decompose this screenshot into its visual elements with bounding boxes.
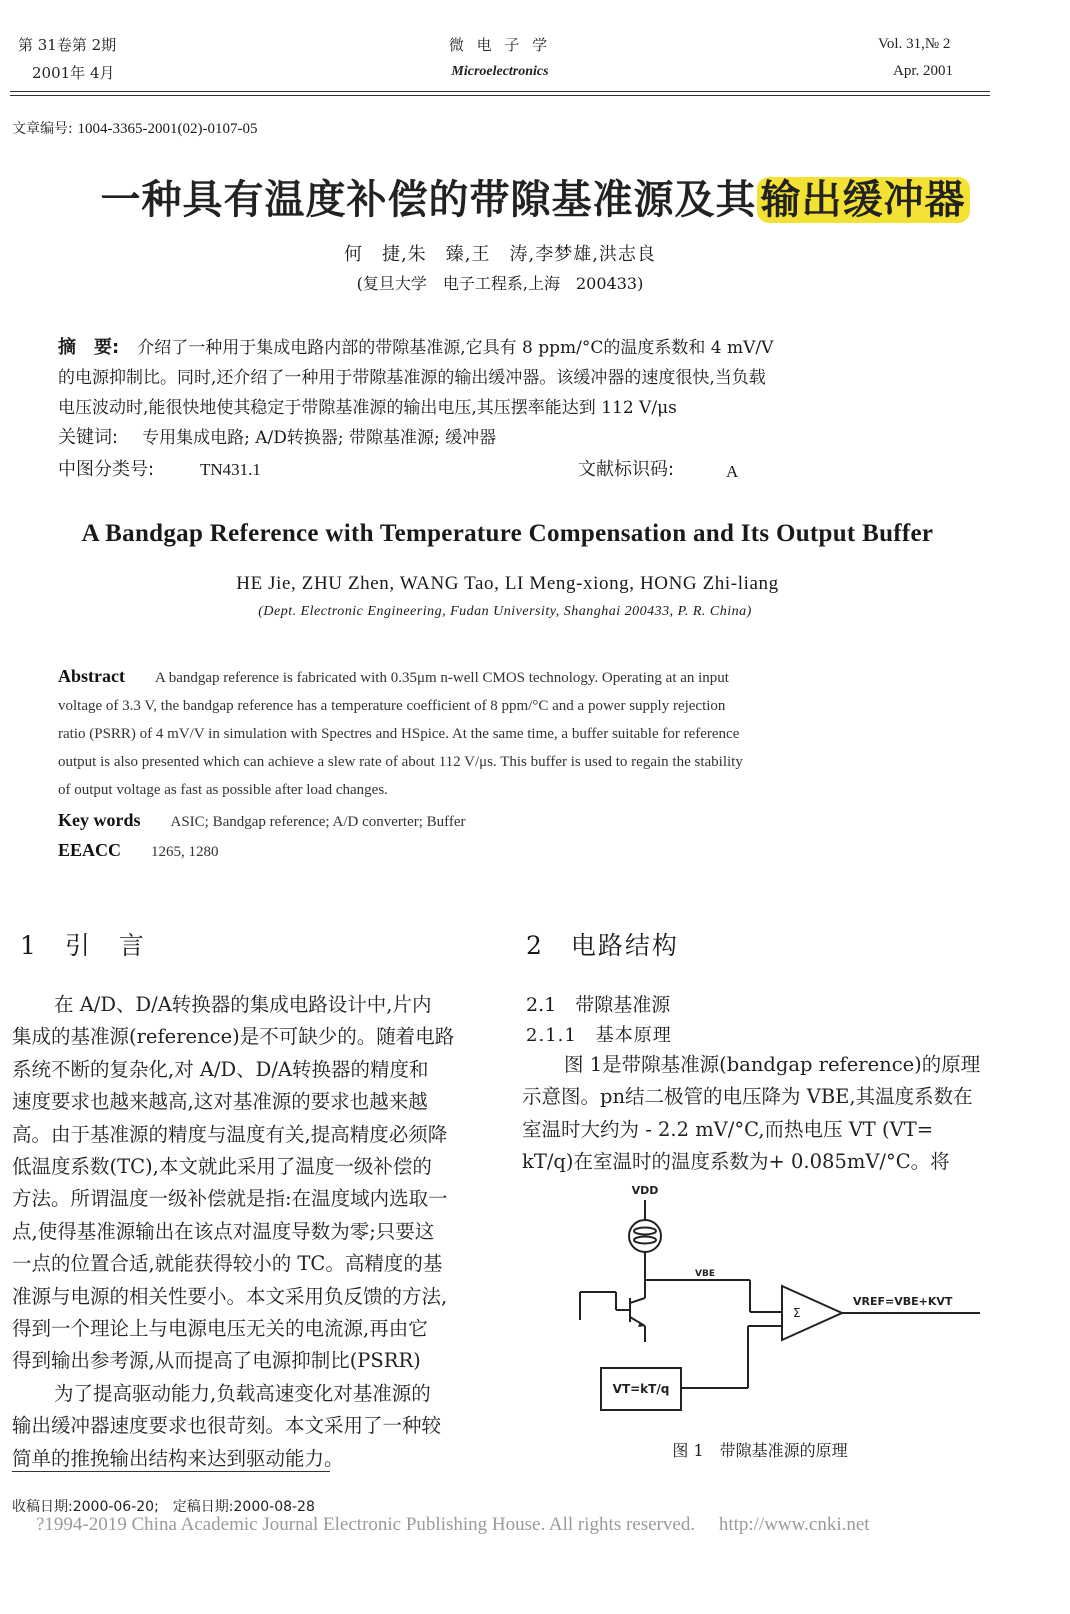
volume-zh: 第 31卷第 2期	[18, 36, 117, 54]
journal-name-en: Microelectronics	[451, 64, 549, 79]
para-line: 得到一个理论上与电源电压无关的电流源,再由它	[12, 1317, 428, 1341]
article-number: 文章编号: 1004-3365-2001(02)-0107-05	[12, 121, 258, 137]
abstract-en-line-1: Abstract A bandgap reference is fabricated with 0.35μm n-well CMOS technology. Operating at an input	[58, 666, 729, 686]
para-line: 准源与电源的相关性要小。本文采用负反馈的方法,	[12, 1284, 448, 1308]
para-line: 输出缓冲器速度要求也很苛刻。本文采用了一种较	[12, 1414, 442, 1438]
para-line: 得到输出参考源,从而提高了电源抑制比(PSRR)	[12, 1349, 421, 1373]
para-line: 高。由于基准源的精度与温度有关,提高精度必须降	[12, 1122, 448, 1146]
para-line: 系统不断的复杂化,对 A/D、D/A转换器的精度和	[12, 1057, 429, 1081]
title-en: A Bandgap Reference with Temperature Compensation and Its Output Buffer	[81, 520, 934, 547]
section-1-heading: 1 引 言	[20, 931, 146, 960]
received-dates: 收稿日期:2000-06-20; 定稿日期:2000-08-28	[12, 1499, 315, 1515]
current-source-coil-top	[634, 1228, 656, 1235]
section-2-heading: 2 电路结构	[526, 931, 679, 960]
para-line: 室温时大约为 - 2.2 mV/°C,而热电压 VT (VT=	[522, 1117, 934, 1141]
para-line: 速度要求也越来越高,这对基准源的要求也越来越	[12, 1090, 428, 1114]
classification-row	[58, 453, 953, 487]
para-line: kT/q)在室温时的温度系数为+ 0.085mV/°C。将	[522, 1150, 950, 1174]
para-line: 简单的推挽输出结构来达到驱动能力。	[12, 1446, 344, 1470]
abstract-zh-line-2: 的电源抑制比。同时,还介绍了一种用于带隙基准源的输出缓冲器。该缓冲器的速度很快,当负载	[58, 368, 766, 388]
abstract-en-line-3: ratio (PSRR) of 4 mV/V in simulation with Spectres and HSpice. At the same time, a buffer suitable for reference	[58, 726, 740, 742]
abstract-en-line-4: output is also presented which can achieve a slew rate of about 112 V/μs. This buffer is used to regain the stability	[58, 754, 743, 770]
header-rule-bottom	[10, 95, 990, 96]
doc-code-label: 文献标识码:	[578, 459, 675, 480]
footnote-rule	[12, 1471, 330, 1472]
copyright-watermark: ?1994-2019 China Academic Journal Electronic Publishing House. All rights reserved. http://www.cnki.net	[36, 1514, 870, 1535]
abstract-en-line-5: of output voltage as fast as possible after load changes.	[58, 782, 388, 798]
date-en: Apr. 2001	[893, 63, 953, 79]
clc-label: 中图分类号:	[58, 459, 155, 480]
current-source-coil-bottom	[634, 1237, 656, 1244]
abstract-en	[58, 662, 953, 866]
abstract-zh-label: 摘 要:	[58, 337, 120, 358]
para-line: 集成的基准源(reference)是不可缺少的。随着电路	[12, 1025, 455, 1049]
subsection-2-1-1: 2.1.1 基本原理	[526, 1025, 672, 1046]
clc-value: TN431.1	[200, 460, 261, 479]
label-vt-box: VT=kT/q	[612, 1382, 670, 1396]
keywords-zh-label: 关键词:	[58, 427, 119, 448]
section-1-body	[12, 989, 480, 1475]
abstract-zh-line-1: 摘 要: 介绍了一种用于集成电路内部的带隙基准源,它具有 8 ppm/°C的温度系数和 4 mV/V	[58, 337, 774, 358]
abstract-zh-line-3: 电压波动时,能很快地使其稳定于带隙基准源的输出电压,其压摆率能达到 112 V/μs	[58, 398, 677, 418]
keywords-zh: 关键词: 专用集成电路; A/D转换器; 带隙基准源; 缓冲器	[58, 427, 497, 448]
abstract-zh	[58, 333, 953, 487]
label-vdd: VDD	[631, 1184, 659, 1197]
para-line: 在 A/D、D/A转换器的集成电路设计中,片内	[54, 993, 432, 1016]
subsection-2-1: 2.1 带隙基准源	[526, 994, 671, 1016]
volume-en: Vol. 31,№ 2	[878, 36, 951, 52]
para-line: 为了提高驱动能力,负载高速变化对基准源的	[54, 1381, 431, 1405]
transistor-collector	[630, 1298, 645, 1303]
journal-name-zh: 微 电 子 学	[448, 36, 552, 54]
label-sigma: Σ	[793, 1306, 801, 1320]
eeacc-label: EEACC	[58, 840, 122, 860]
summer-amplifier-icon	[782, 1286, 842, 1340]
title-zh-main: 一种具有温度补偿的带隙基准源及其	[100, 177, 757, 223]
affiliation-en: (Dept. Electronic Engineering, Fudan University, Shanghai 200433, P. R. China)	[258, 604, 752, 619]
date-zh: 2001年 4月	[32, 64, 115, 82]
affiliation-zh: (复旦大学 电子工程系,上海 200433)	[356, 274, 644, 293]
title-zh	[0, 168, 1070, 225]
title-zh-highlight: 输出缓冲器	[757, 177, 970, 223]
authors-en: HE Jie, ZHU Zhen, WANG Tao, LI Meng-xiong, HONG Zhi-liang	[236, 573, 779, 594]
para-line: 方法。所谓温度一级补偿就是指:在温度域内选取一	[12, 1187, 448, 1211]
doc-code-value: A	[726, 462, 739, 481]
para-line: 示意图。pn结二极管的电压降为 VBE,其温度系数在	[522, 1085, 973, 1109]
keywords-en-label: Key words	[58, 810, 141, 830]
para-line: 一点的位置合适,就能获得较小的 TC。高精度的基	[12, 1252, 443, 1276]
para-line: 低温度系数(TC),本文就此采用了温度一级补偿的	[12, 1155, 432, 1179]
para-line: 点,使得基准源输出在该点对温度导数为零;只要这	[12, 1219, 435, 1243]
abstract-en-line-2: voltage of 3.3 V, the bandgap reference has a temperature coefficient of 8 ppm/°C and a power supply rejection	[58, 698, 726, 714]
header-rule-top	[10, 91, 990, 92]
label-vbe: VBE	[695, 1269, 715, 1279]
keywords-en: Key words ASIC; Bandgap reference; A/D converter; Buffer	[58, 810, 466, 830]
eeacc: EEACC 1265, 1280	[58, 840, 219, 860]
section-2-body	[522, 1049, 992, 1179]
authors-zh: 何 捷,朱 臻,王 涛,李梦雄,洪志良	[344, 244, 656, 265]
abstract-en-label: Abstract	[58, 666, 125, 686]
label-vref: VREF=VBE+KVT	[853, 1295, 953, 1308]
figure-1-schematic	[530, 1176, 990, 1426]
figure-1-caption: 图 1 带隙基准源的原理	[672, 1441, 848, 1460]
para-line: 图 1是带隙基准源(bandgap reference)的原理	[564, 1053, 981, 1076]
